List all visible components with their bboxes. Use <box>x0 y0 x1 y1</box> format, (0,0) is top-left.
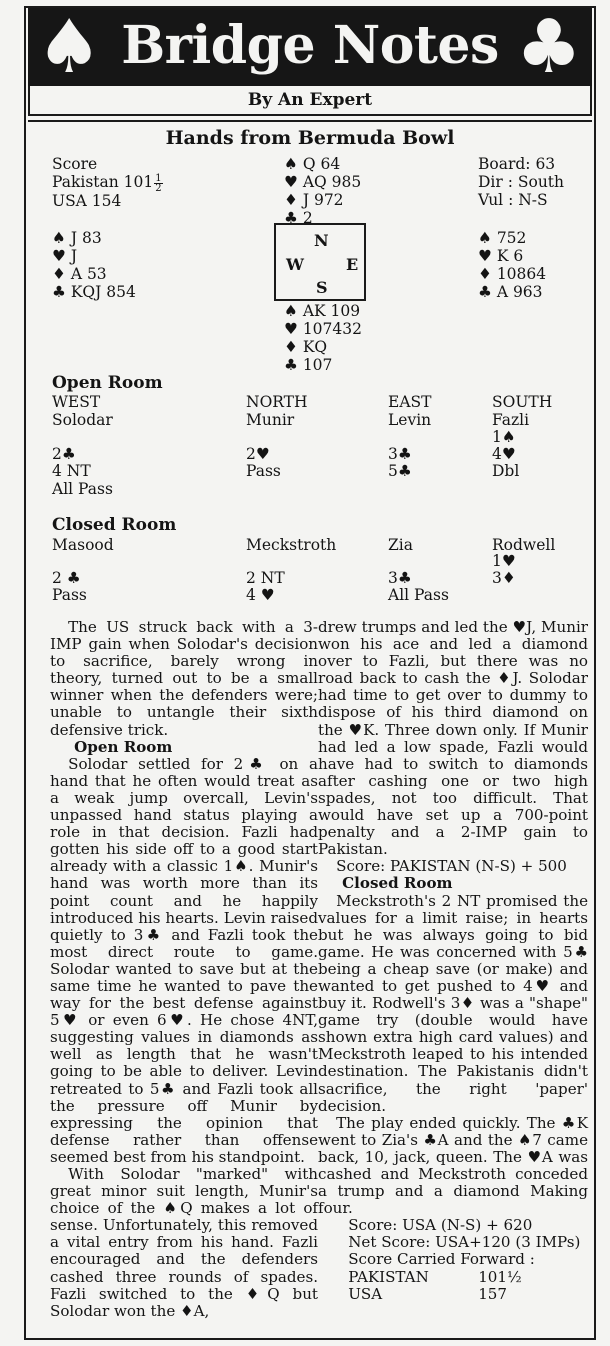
open-bid: 4 NT <box>52 462 91 480</box>
open-player-south: Fazli <box>492 411 530 429</box>
score-team2: USA 154 <box>52 192 122 210</box>
banner <box>28 4 592 90</box>
spade-icon: ♠ <box>36 4 103 90</box>
closed-bid: 4 ♥ <box>246 586 275 604</box>
seat-west: WEST <box>52 393 101 411</box>
open-south-opening: 1♠ <box>492 428 516 446</box>
board-number: Board: 63 <box>478 155 556 173</box>
east-clubs: ♣ A 963 <box>478 283 543 301</box>
carried-pakistan-value: 101½ <box>478 1267 522 1286</box>
score-team1 <box>52 173 163 193</box>
body-column-left <box>50 619 318 1320</box>
open-room-score: Score: PAKISTAN (N-S) + 500 <box>336 857 567 876</box>
closed-bid: All Pass <box>388 586 449 604</box>
compass-east: E <box>346 255 359 274</box>
north-clubs: ♣ 2 <box>284 209 313 227</box>
dealer: Dir : South <box>478 173 565 191</box>
north-spades: ♠ Q 64 <box>284 155 341 173</box>
carried-pakistan-label: PAKISTAN <box>348 1267 429 1286</box>
carried-usa-label: USA <box>348 1284 383 1303</box>
closed-player-north: Meckstroth <box>246 536 337 554</box>
closed-player-south: Rodwell <box>492 536 556 554</box>
column-title: Bridge Notes <box>121 15 499 76</box>
vulnerability: Vul : N-S <box>478 191 548 209</box>
closed-bid: 3♦ <box>492 569 516 587</box>
byline: By An Expert <box>28 86 592 116</box>
body-column-right <box>318 619 588 1303</box>
open-player-west: Solodar <box>52 411 113 429</box>
compass-box <box>274 223 366 301</box>
south-clubs: ♣ 107 <box>284 356 333 374</box>
intro-paragraph: The US struck back with a 3-IMP gain when Solodar's decision to sacrifice, barely wrong in theory, turned out to be a small winner when the defenders were; unable to untangle their sixth defensive trick. <box>50 618 318 739</box>
closed-room-paragraph: The play ended quickly. The ♣K went to Zia's ♣A and the ♠7 came back, 10, jack, queen. The ♥A was cashed and Meckstroth conceded a trump and a diamond Making four. <box>318 1113 588 1218</box>
closed-bid: 2 ♣ <box>52 569 81 587</box>
open-bid: Pass <box>246 462 281 480</box>
open-bid: 2♣ <box>52 445 76 463</box>
open-room-heading: Open Room <box>52 373 163 393</box>
closed-room-paragraph: Meckstroth's 2 NT promised the values for a limit raise; in hearts but he was always going to bid game. He was concerned with 5♣ being a cheap save (or make) and wanted to get pushed to 4♥ and buy it. Rodwell's 3♦ was a "shape" game try (double would have shown extra high card values) and Meckstroth leaped to his intended destination. The Pakistanis didn't sacrifice, the right 'paper' decision. <box>318 891 588 1115</box>
south-diamonds: ♦ KQ <box>284 338 328 356</box>
open-bid: 2♥ <box>246 445 270 463</box>
east-hearts: ♥ K 6 <box>478 247 524 265</box>
open-room-paragraph: With Solodar "marked" with great minor suit length, Munir's choice of the ♠Q makes a lot of sense. Unfortunately, this removed a vital entry from his hand. Fazli encouraged and the defenders cashed three rounds of spades. Fazli switched to the ♦Q but Solodar won the ♦A, <box>50 1165 318 1320</box>
closed-bid: 3♣ <box>388 569 412 587</box>
open-bid: 3♣ <box>388 445 412 463</box>
closed-room-heading: Closed Room <box>52 515 177 535</box>
closed-player-west: Masood <box>52 536 114 554</box>
carried-usa <box>318 1286 588 1303</box>
west-clubs: ♣ KQJ 854 <box>52 283 136 301</box>
east-spades: ♠ 752 <box>478 229 527 247</box>
score-carried-label: Score Carried Forward : <box>348 1250 535 1269</box>
club-icon: ♣ <box>515 4 582 90</box>
open-bid: All Pass <box>52 480 113 498</box>
north-hearts: ♥ AQ 985 <box>284 173 362 191</box>
seat-north: NORTH <box>246 393 308 411</box>
open-bid: 5♣ <box>388 462 412 480</box>
south-hearts: ♥ 107432 <box>284 320 362 338</box>
fraction-denominator: 2 <box>155 182 162 194</box>
net-score: Net Score: USA+120 (3 IMPs) <box>348 1233 581 1252</box>
score-fraction <box>154 174 162 193</box>
compass-north: N <box>314 231 329 250</box>
closed-south-opening: 1♥ <box>492 552 516 570</box>
north-diamonds: ♦ J 972 <box>284 191 344 209</box>
east-diamonds: ♦ 10864 <box>478 265 547 283</box>
open-player-east: Levin <box>388 411 432 429</box>
south-spades: ♠ AK 109 <box>284 302 361 320</box>
fraction-numerator: 1 <box>155 172 162 184</box>
open-bid: 4♥ <box>492 445 516 463</box>
west-spades: ♠ J 83 <box>52 229 102 247</box>
seat-south: SOUTH <box>492 393 553 411</box>
compass-south: S <box>316 278 328 297</box>
closed-player-east: Zia <box>388 536 413 554</box>
closed-bid: Pass <box>52 586 87 604</box>
closed-bid: 2 NT <box>246 569 285 587</box>
open-room-subheading: Open Room <box>74 737 173 756</box>
closed-room-subheading: Closed Room <box>342 874 453 893</box>
compass-west: W <box>286 255 304 274</box>
open-room-paragraph: Solodar settled for 2♣ on a hand that he often would treat as a weak jump overcall, Levin's unpassed hand status playing a role in that decision. Fazli had gotten his side off to a good start already with a classic 1♠. Munir's hand was worth more than its point count and he happily introduced his hearts. Levin raised quietly to 3♣ and Fazli took the most direct route to game. Solodar wanted to save but at the same time he wanted to pave the way for the best defense against 5♥ or even 6♥. He chose 4NT, suggesting values in diamonds as well as length that he wasn't going to be able to deliver. Levin retreated to 5♣ and Fazli took all the pressure off Munir by expressing the opinion that defense rather than offense seemed best from his standpoint. <box>50 754 318 1166</box>
open-player-north: Munir <box>246 411 295 429</box>
closed-room-score: Score: USA (N-S) + 620 <box>348 1216 533 1235</box>
score-team1-text: Pakistan 101 <box>52 173 154 191</box>
carried-pakistan <box>318 1269 588 1286</box>
carried-usa-value: 157 <box>478 1284 507 1303</box>
seat-east: EAST <box>388 393 432 411</box>
open-room-paragraph: drew trumps and led the ♥J, Munir won his ace and led a diamond over to Fazli, but there was no road back to cash the ♦J. Solodar had time to get over to dummy to dispose of his third diamond on the ♥K. Three down only. If Munir had led a low spade, Fazli would have had to switch to diamonds after cashing one or two high spades, not too difficult. That would have set up a 700-point penalty and a 2-IMP gain to Pakistan. <box>318 618 588 859</box>
score-label: Score <box>52 155 98 173</box>
divider <box>28 120 592 122</box>
west-diamonds: ♦ A 53 <box>52 265 107 283</box>
west-hearts: ♥ J <box>52 247 78 265</box>
article-title: Hands from Bermuda Bowl <box>165 127 455 149</box>
open-bid: Dbl <box>492 462 520 480</box>
